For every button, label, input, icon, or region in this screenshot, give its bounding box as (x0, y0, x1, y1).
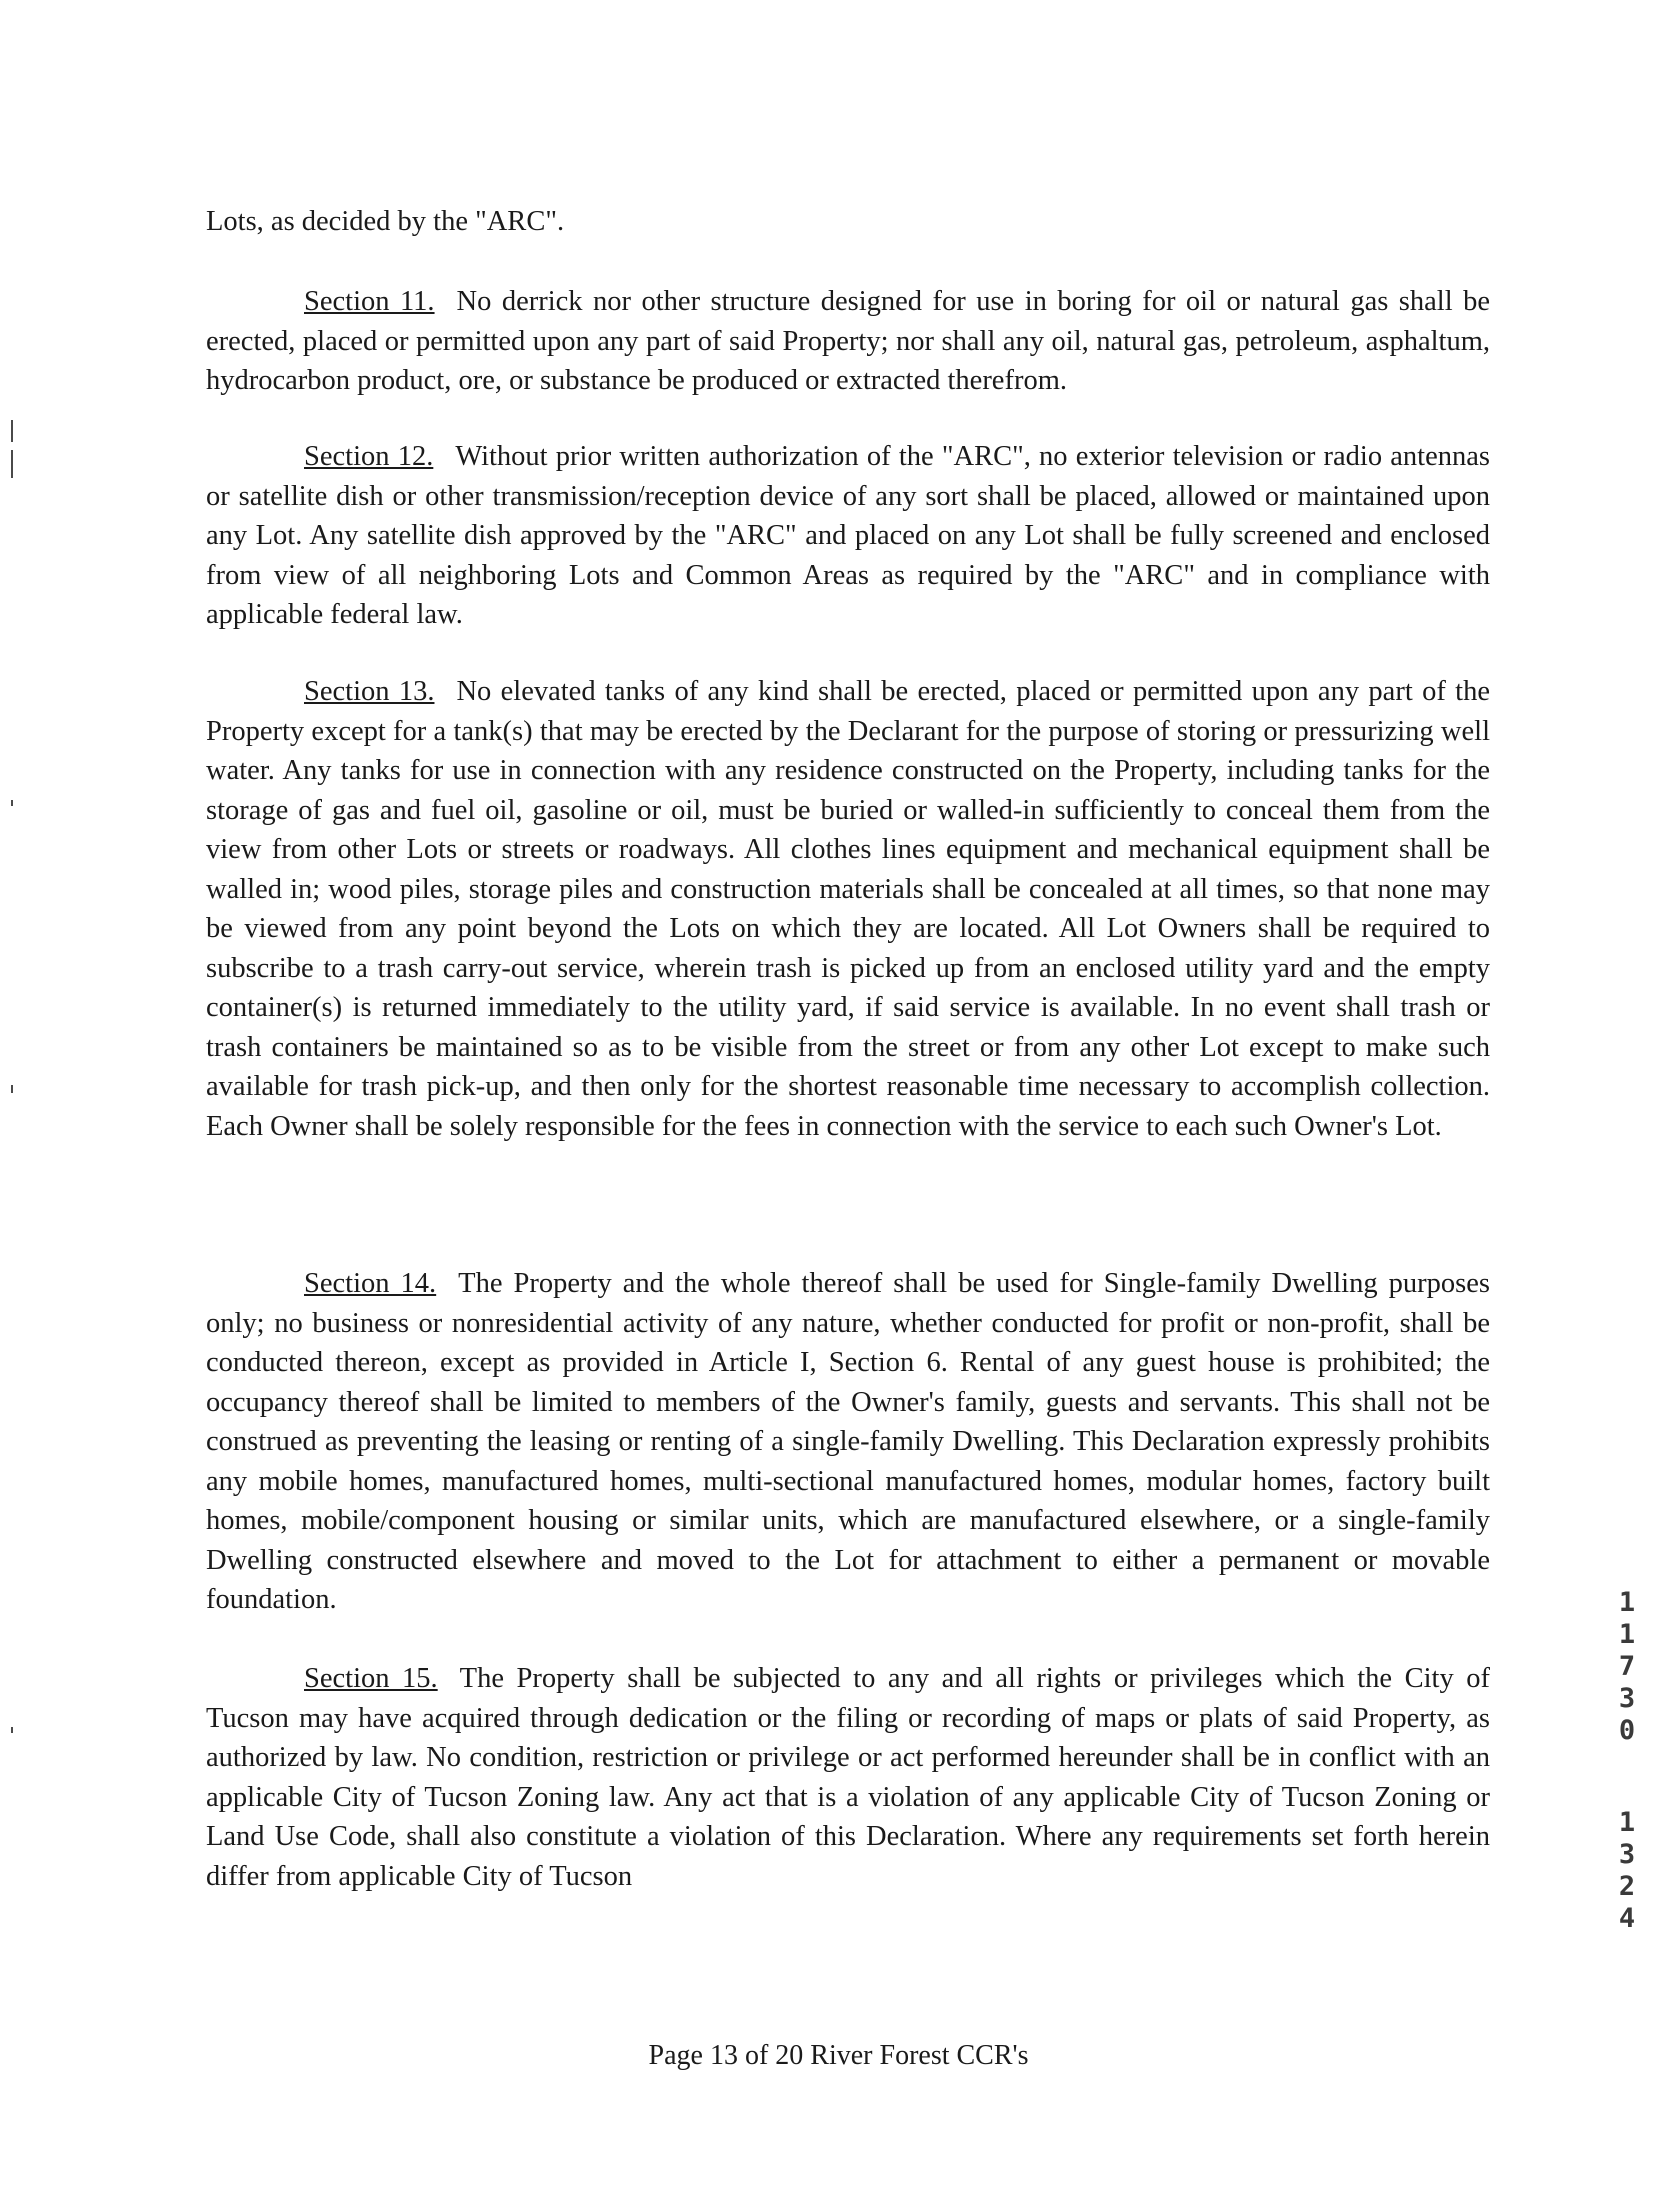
scan-edge-mark (11, 1727, 13, 1733)
stamp-digit: 0 (1618, 1715, 1636, 1746)
section-body: The Property shall be subjected to any and all rights or privileges which the City of Tucson may have acquired through dedication or the filing or recording of maps or plats of said Property, as authorized by law. No condition, restriction or privilege or act performed hereunder shall be in conflict with an applicable City of Tucson Zoning law. Any act that is a violation of any applicable City of Tucson Zoning or Land Use Code, shall also constitute a violation of this Declaration. Where any requirements set forth herein differ from applicable City of Tucson (206, 1663, 1490, 1892)
recording-stamp (1612, 1587, 1642, 1935)
page-footer: Page 13 of 20 River Forest CCR's (648, 2040, 1029, 2071)
stamp-digit: 1 (1618, 1807, 1636, 1838)
section-14 (206, 1264, 1490, 1620)
page-number-stamp (1612, 1807, 1642, 1935)
scan-edge-mark (11, 450, 13, 478)
section-heading: Section 15. (304, 1663, 438, 1694)
section-body: The Property and the whole thereof shall be used for Single-family Dwelling purposes only; no business or nonresidential activity of any nature, whether conducted for profit or non-profit, shall be conducted thereon, except as provided in Article I, Section 6. Rental of any guest house is prohibited; the occupancy thereof shall be limited to members of the Owner's family, guests and servants. This shall not be construed as preventing the leasing or renting of a single-family Dwelling. This Declaration expressly prohibits any mobile homes, manufactured homes, multi-sectional manufactured homes, modular homes, factory built homes, mobile/component housing or similar units, which are manufactured elsewhere, or a single-family Dwelling constructed elsewhere and moved to the Lot for attachment to either a permanent or movable foundation. (206, 1268, 1490, 1615)
section-body: Without prior written authorization of the "ARC", no exterior television or radio antennas or satellite dish or other transmission/reception device of any sort shall be placed, allowed or maintained upon any Lot. Any satellite dish approved by the "ARC" and placed on any Lot shall be fully screened and enclosed from view of all neighboring Lots and Common Areas as required by the "ARC" and in compliance with applicable federal law. (206, 441, 1490, 630)
scan-edge-mark (11, 1085, 13, 1093)
stamp-digit: 4 (1618, 1903, 1636, 1934)
section-heading: Section 13. (304, 676, 435, 707)
stamp-digit: 1 (1618, 1587, 1636, 1618)
stamp-digit: 3 (1618, 1839, 1636, 1870)
section-heading: Section 12. (304, 441, 434, 472)
section-15 (206, 1659, 1490, 1896)
scan-edge-mark (11, 800, 13, 806)
section-body: No elevated tanks of any kind shall be erected, placed or permitted upon any part of the Property except for a tank(s) that may be erected by the Declarant for the purpose of storing or pressurizing well water. Any tanks for use in connection with any residence constructed on the Property, including tanks for the storage of gas and fuel oil, gasoline or oil, must be buried or walled-in sufficiently to conceal them from the view from other Lots or streets or roadways. All clothes lines equipment and mechanical equipment shall be walled in; wood piles, storage piles and construction materials shall be concealed at all times, so that none may be viewed from any point beyond the Lots on which they are located. All Lot Owners shall be required to subscribe to a trash carry-out service, wherein trash is picked up from an enclosed utility yard and the empty container(s) is returned immediately to the utility yard, if said service is available. In no event shall trash or trash containers be maintained so as to be visible from the street or from any other Lot except to make such available for trash pick-up, and then only for the shortest reasonable time necessary to accomplish collection. Each Owner shall be solely responsible for the fees in connection with the service to each such Owner's Lot. (206, 676, 1490, 1142)
stamp-digit: 1 (1618, 1619, 1636, 1650)
docket-number (1612, 1587, 1642, 1747)
section-13 (206, 672, 1490, 1146)
stamp-digit: 3 (1618, 1683, 1636, 1714)
section-heading: Section 11. (304, 286, 435, 317)
stamp-digit: 2 (1618, 1871, 1636, 1902)
stamp-digit: 7 (1618, 1651, 1636, 1682)
section-body: No derrick nor other structure designed for use in boring for oil or natural gas shall be erected, placed or permitted upon any part of said Property; nor shall any oil, natural gas, petroleum, asphaltum, hydrocarbon product, ore, or substance be produced or extracted therefrom. (206, 286, 1490, 396)
section-heading: Section 14. (304, 1268, 437, 1299)
section-11 (206, 282, 1490, 401)
lead-paragraph: Lots, as decided by the "ARC". (206, 206, 565, 237)
scan-edge-mark (11, 420, 13, 442)
section-12 (206, 437, 1490, 635)
continuation-text (206, 202, 1490, 242)
